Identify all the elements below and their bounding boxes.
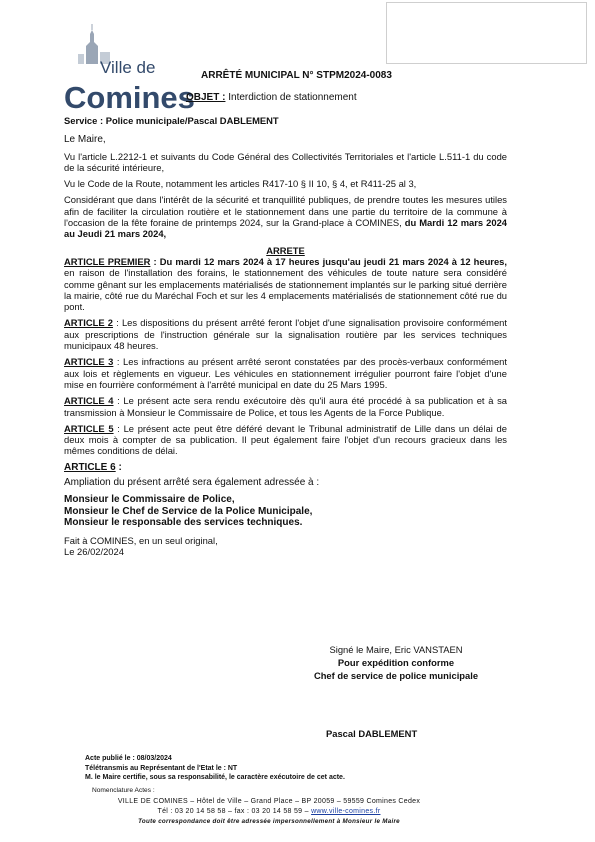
objet-label: OBJET : (186, 92, 226, 103)
page-title: ARRÊTÉ MUNICIPAL N° STPM2024-0083 (201, 70, 392, 81)
publie-line: Acte publié le : 08/03/2024 (85, 755, 172, 762)
logo-comines-text: Comines (64, 80, 195, 115)
article-4 (64, 395, 507, 418)
article-3 (64, 356, 507, 390)
article-6-suffix: : (115, 461, 122, 473)
certifie-line: M. le Maire certifie, sous sa responsabilité, le caractère exécutoire de cet acte. (85, 774, 345, 781)
document-body (64, 115, 507, 557)
contact-line (94, 807, 444, 817)
article-3-label: ARTICLE 3 (64, 356, 114, 368)
article-6 (64, 462, 507, 473)
vu-paragraph-1: Vu l'article L.2212-1 et suivants du Code Général des Collectivités Territoriales et l'article L.511-1 du code de la sécurité intérieure, (64, 150, 507, 173)
article-5-label: ARTICLE 5 (64, 422, 114, 434)
nomenclature-line: Nomenclature Actes : (92, 787, 155, 794)
recipients-list (64, 494, 507, 529)
objet-line (186, 92, 357, 103)
logo-ville-text: Ville de (100, 58, 156, 77)
article-5-text: : Le présent acte peut être déféré devant le Tribunal administratif de Lille dans un délai de deux mois à compter de sa publication. Il peut également faire l'objet d'un recours gracieux dans les mêmes conditions de délai. (64, 422, 507, 457)
signed-by: Signé le Maire, Eric VANSTAEN (329, 644, 463, 655)
considerant-text: Considérant que dans l'intérêt de la sécurité et tranquillité publiques, de prendre toutes les mesures utiles afin de faciliter la circulation routière et le stationnement dans une partie du territoire de la commune à l'occasion de la fête foraine de printemps 2024, sur la Grand-place à COMINES, (64, 194, 507, 229)
considerant-paragraph (64, 194, 507, 239)
fait-line: Fait à COMINES, en un seul original, (64, 534, 218, 546)
stamp-box (386, 2, 587, 64)
comines-logo (62, 20, 195, 115)
article-4-label: ARTICLE 4 (64, 395, 114, 407)
article-1-text: en raison de l'installation des forains, le stationnement des véhicules de toute nature sera considéré comme gênant sur les emplacements matérialisés de stationnement implantés sur le parking situé derrière la mairie, côté rue du Maréchal Foch et sur les 4 emplacements matérialisés de stationnement côté rue du pont. (64, 267, 507, 313)
article-1 (64, 256, 507, 312)
service-line: Service : Police municipale/Pascal DABLEMENT (64, 115, 279, 126)
correspondence-note: Toute correspondance doit être adressée impersonnellement à Monsieur le Maire (138, 818, 400, 825)
recipient-item: Monsieur le Chef de Service de la Police Municipale, (64, 505, 313, 517)
article-3-text: : Les infractions au présent arrêté seront constatées par des procès-verbaux conformément aux lois et règlements en vigueur. Les véhicules en stationnement irrégulier pourront faire l'objet d'une mise en fourrière conformément à l'arrêté municipal en date du 25 Mars 1995. (64, 356, 507, 390)
tel-text: Tél : 03 20 14 58 58 – fax : 03 20 14 58 59 – (157, 808, 312, 815)
address-line: VILLE DE COMINES – Hôtel de Ville – Grand Place – BP 20059 – 59559 Comines Cedex (117, 798, 421, 805)
considerant-dates: du Mardi 12 mars 2024 au Jeudi 21 mars 2024, (64, 217, 507, 240)
date-line: Le 26/02/2024 (64, 546, 124, 558)
article-5 (64, 423, 507, 457)
vu-paragraph-2: Vu le Code de la Route, notamment les articles R417-10 § II 10, § 4, et R411-25 al 3, (64, 178, 417, 190)
objet-text: Interdiction de stationnement (225, 92, 357, 103)
footer-address (94, 797, 444, 827)
chef-service: Chef de service de police municipale (313, 670, 479, 681)
ampliation-text: Ampliation du présent arrêté sera également adressée à : (64, 477, 320, 489)
article-4-text: : Le présent acte sera rendu exécutoire dès qu'il aura été procédé à sa publication et à sa transmission à Monsieur le Commissaire de Police, et tous les Agents de la Force Publique. (64, 395, 507, 418)
arrete-heading: ARRETE (266, 244, 305, 256)
pour-expedition: Pour expédition conforme (337, 657, 455, 668)
article-2 (64, 317, 507, 351)
article-2-label: ARTICLE 2 (64, 317, 114, 329)
article-1-label: ARTICLE PREMIER (64, 255, 151, 267)
publication-meta (85, 754, 345, 783)
signoff-block (296, 643, 496, 682)
transmis-line: Télétransmis au Représentant de l'Etat le : NT (85, 764, 238, 772)
article-1-dates: : Du mardi 12 mars 2024 à 17 heures jusqu'au jeudi 21 mars 2024 à 12 heures, (150, 255, 507, 267)
article-2-text: : Les dispositions du présent arrêté feront l'objet d'une signalisation provisoire conformément aux prescriptions de l'instruction générale sur la signalisation routière par les services techniques municipaux 48 heures. (64, 317, 507, 352)
greeting: Le Maire, (64, 134, 106, 146)
website-link[interactable]: www.ville-comines.fr (311, 808, 381, 815)
recipient-item: Monsieur le responsable des services techniques. (64, 517, 303, 529)
article-6-label: ARTICLE 6 (64, 461, 116, 473)
recipient-item: Monsieur le Commissaire de Police, (64, 494, 235, 506)
signature-name: Pascal DABLEMENT (326, 728, 418, 739)
